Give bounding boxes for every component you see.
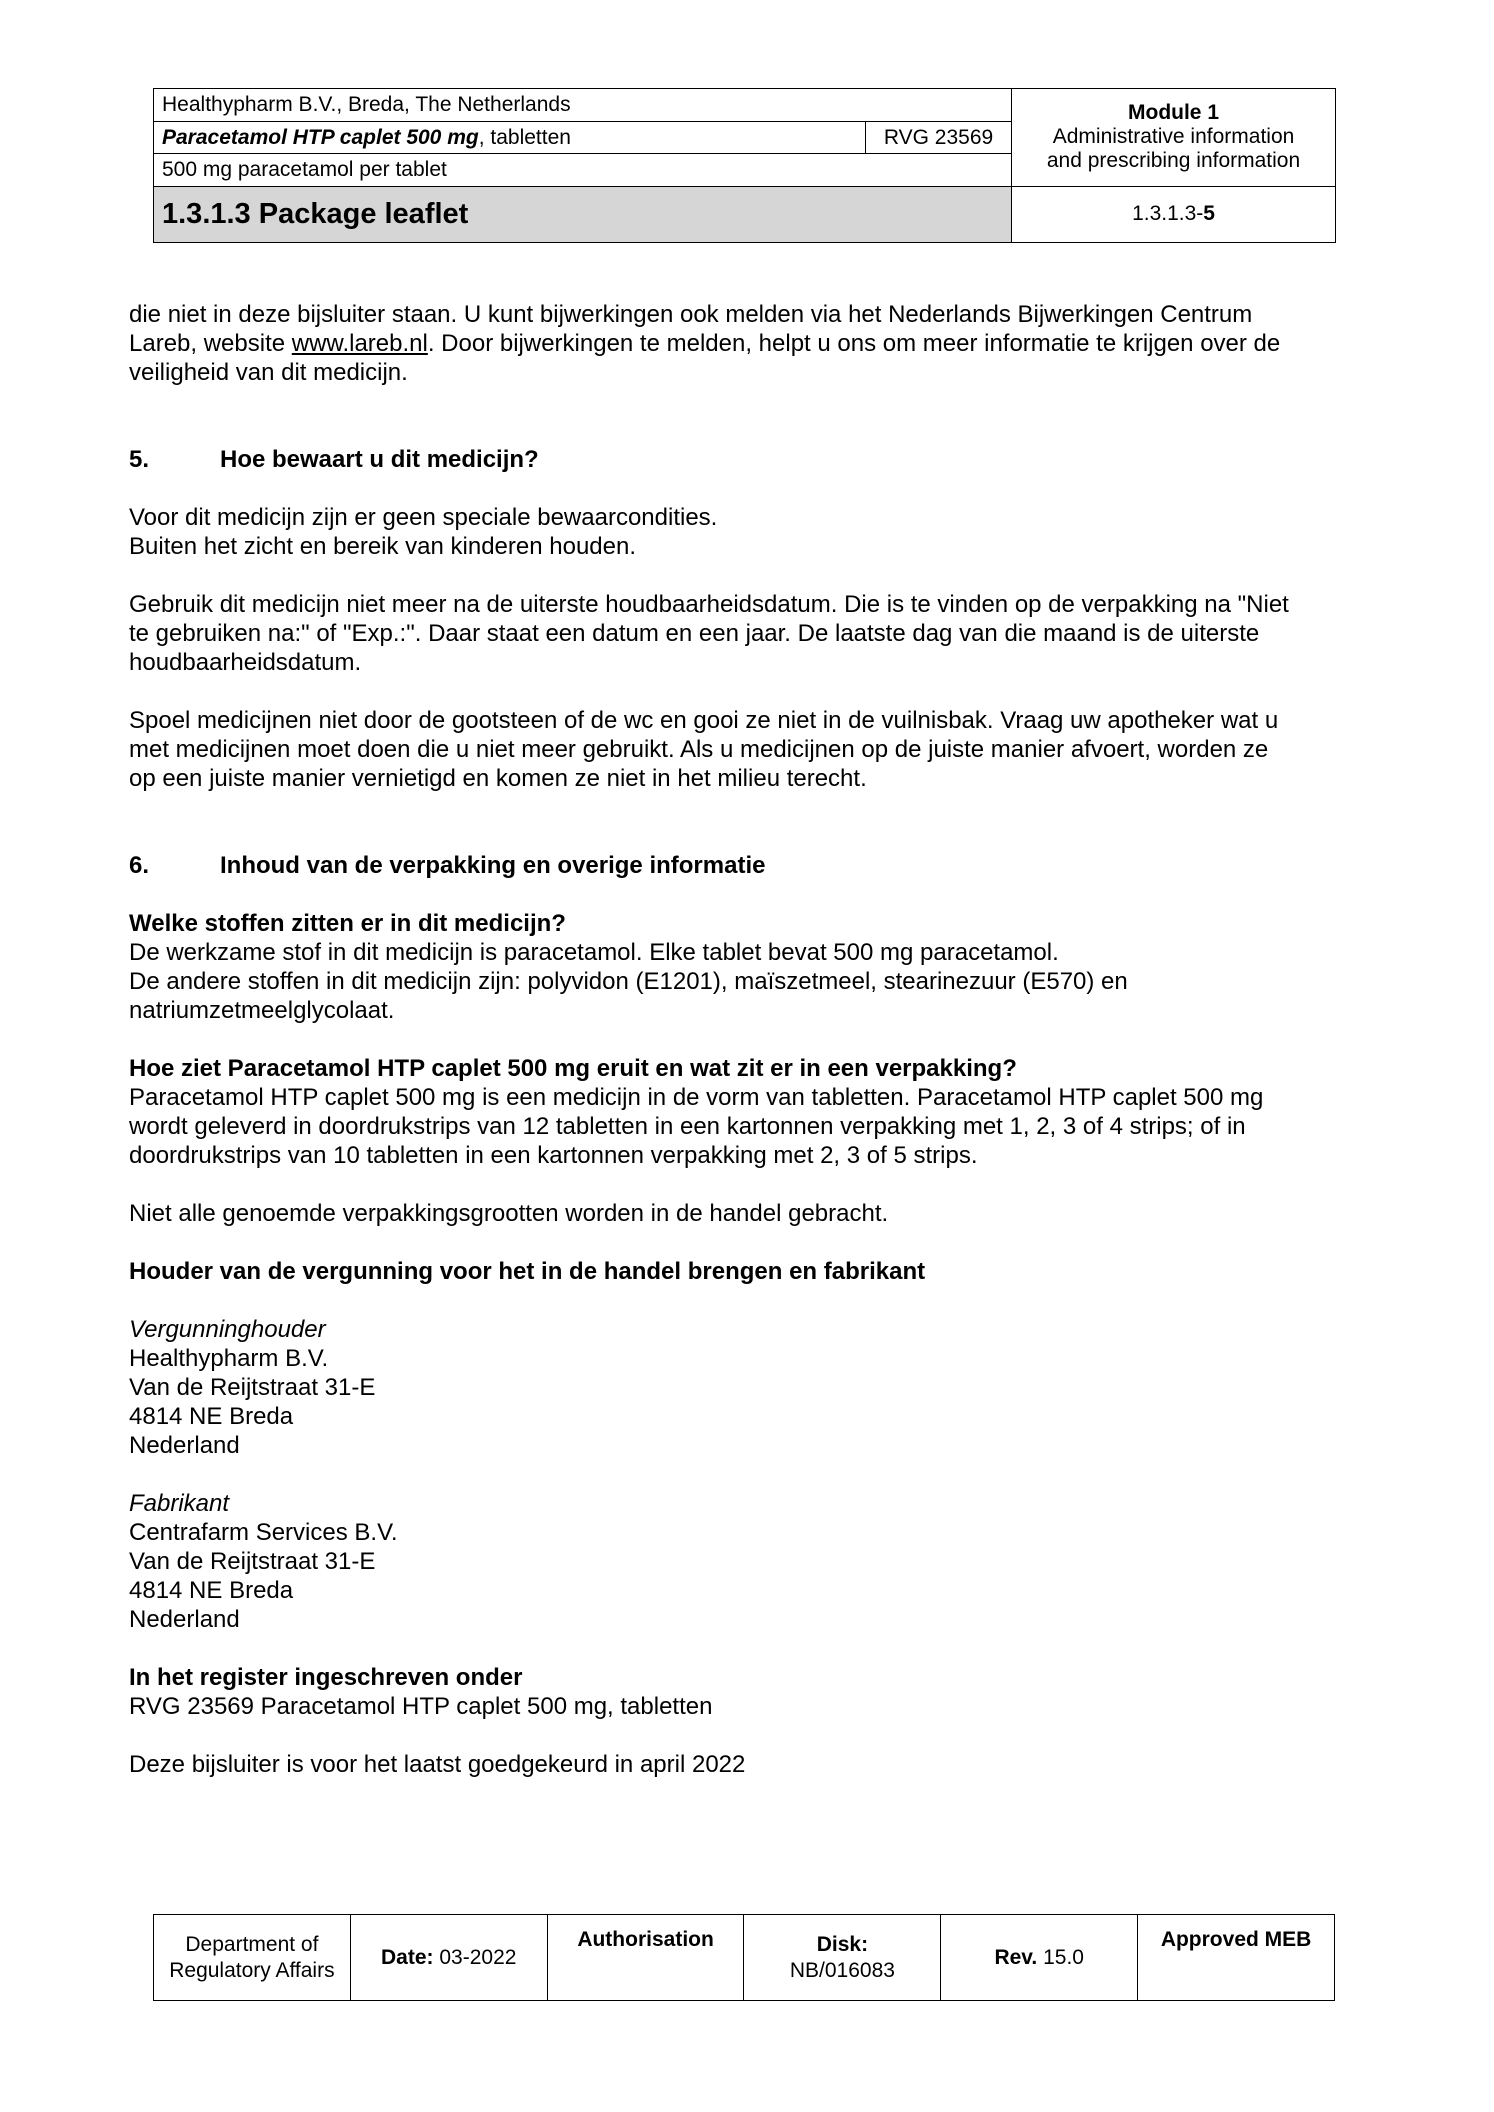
module-line-2: and prescribing information xyxy=(1046,149,1301,173)
approval-date-line: Deze bijsluiter is voor het laatst goedgekeurd in april 2022 xyxy=(129,1751,746,1778)
holder-line-1: Healthypharm B.V. xyxy=(129,1345,329,1372)
authorisation-label: Authorisation xyxy=(577,1928,714,1951)
expiry-line-3: houdbaarheidsdatum. xyxy=(129,649,362,676)
manufacturer-line-2: Van de Reijtstraat 31-E xyxy=(129,1548,376,1575)
department-line-2: Regulatory Affairs xyxy=(169,1958,335,1982)
date-cell xyxy=(350,1915,547,2001)
page-prefix: 1.3.1.3- xyxy=(1132,202,1204,226)
expiry-line-2: te gebruiken na:" of "Exp.:". Daar staat een datum en een jaar. De laatste dag van die maand is de uiterste xyxy=(129,620,1260,647)
revision-value: 15.0 xyxy=(1043,1945,1084,1969)
authorisation-cell xyxy=(547,1915,744,2001)
department-line-1: Department of xyxy=(185,1932,319,1956)
ingredients-line-2: De andere stoffen in dit medicijn zijn: polyvidon (E1201), maïszetmeel, stearinezuur (E570) en xyxy=(129,968,1128,995)
department-cell xyxy=(154,1915,351,2001)
appearance-line-1: Paracetamol HTP caplet 500 mg is een medicijn in de vorm van tabletten. Paracetamol HTP caplet 500 mg xyxy=(129,1084,1264,1111)
register-text: RVG 23569 Paracetamol HTP caplet 500 mg, tabletten xyxy=(129,1693,713,1720)
section-5-title: Hoe bewaart u dit medicijn? xyxy=(220,446,539,473)
product-cell xyxy=(154,122,866,154)
ingredients-line-3: natriumzetmeelglycolaat. xyxy=(129,997,395,1024)
ingredients-line-1: De werkzame stof in dit medicijn is paracetamol. Elke tablet bevat 500 mg paracetamol. xyxy=(129,939,1059,966)
approved-label: Approved MEB xyxy=(1160,1928,1312,1951)
intro-text-pre: Lareb, website xyxy=(129,330,292,357)
intro-text-post: . Door bijwerkingen te melden, helpt u ons om meer informatie te krijgen over de xyxy=(427,330,1281,357)
document-header xyxy=(153,88,1336,243)
product-name: Paracetamol HTP caplet 500 mg xyxy=(162,125,479,149)
holder-line-2: Van de Reijtstraat 31-E xyxy=(129,1374,376,1401)
date-value: 03-2022 xyxy=(439,1945,517,1969)
disposal-line-2: met medicijnen moet doen die u niet meer gebruikt. Als u medicijnen op de juiste manier afvoert, worden ze xyxy=(129,736,1269,763)
pack-sizes-note: Niet alle genoemde verpakkingsgrootten worden in de handel gebracht. xyxy=(129,1200,889,1227)
ingredients-question: Welke stoffen zitten er in dit medicijn? xyxy=(129,910,566,937)
appearance-line-2: wordt geleverd in doordrukstrips van 12 tabletten in een kartonnen verpakking met 1, 2, 3 of 4 strips; of in xyxy=(129,1113,1246,1140)
module-cell xyxy=(1012,89,1336,187)
composition: 500 mg paracetamol per tablet xyxy=(154,154,1012,186)
page-number: 5 xyxy=(1203,202,1215,226)
intro-line-3: veiligheid van dit medicijn. xyxy=(129,359,408,386)
company-name: Healthypharm B.V., Breda, The Netherlands xyxy=(154,89,1012,122)
lareb-link[interactable]: www.lareb.nl xyxy=(291,330,428,357)
date-label: Date: xyxy=(381,1945,434,1969)
disk-value: NB/016083 xyxy=(789,1958,895,1982)
revision-label: Rev. xyxy=(994,1945,1038,1969)
manufacturer-label: Fabrikant xyxy=(129,1490,230,1517)
manufacturer-line-1: Centrafarm Services B.V. xyxy=(129,1519,398,1546)
manufacturer-line-4: Nederland xyxy=(129,1606,240,1633)
storage-line-2: Buiten het zicht en bereik van kinderen houden. xyxy=(129,533,637,560)
holder-heading: Houder van de vergunning voor het in de handel brengen en fabrikant xyxy=(129,1258,926,1285)
product-form: , tabletten xyxy=(478,125,571,149)
rvg-number: RVG 23569 xyxy=(866,122,1012,154)
revision-cell xyxy=(941,1915,1138,2001)
document-footer xyxy=(153,1914,1335,2001)
intro-line-2 xyxy=(129,329,1369,358)
approved-cell xyxy=(1138,1915,1335,2001)
section-6-number: 6. xyxy=(129,852,150,879)
disk-label: Disk: xyxy=(816,1932,869,1956)
holder-line-3: 4814 NE Breda xyxy=(129,1403,294,1430)
page-number-cell xyxy=(1012,186,1336,242)
section-6-title: Inhoud van de verpakking en overige informatie xyxy=(220,852,766,879)
section-6-heading xyxy=(129,851,1369,880)
appearance-line-3: doordrukstrips van 10 tabletten in een kartonnen verpakking met 2, 3 of 5 strips. xyxy=(129,1142,978,1169)
section-title: 1.3.1.3 Package leaflet xyxy=(154,186,1012,242)
section-5-heading xyxy=(129,445,1369,474)
holder-line-4: Nederland xyxy=(129,1432,240,1459)
manufacturer-line-3: 4814 NE Breda xyxy=(129,1577,294,1604)
disk-cell xyxy=(744,1915,941,2001)
leaflet-body xyxy=(129,300,1369,1779)
section-5-number: 5. xyxy=(129,446,150,473)
register-heading: In het register ingeschreven onder xyxy=(129,1664,523,1691)
disposal-line-3: op een juiste manier vernietigd en komen ze niet in het milieu terecht. xyxy=(129,765,867,792)
expiry-line-1: Gebruik dit medicijn niet meer na de uiterste houdbaarheidsdatum. Die is te vinden op de verpakking na "Niet xyxy=(129,591,1289,618)
module-line-1: Administrative information xyxy=(1052,125,1295,149)
appearance-question: Hoe ziet Paracetamol HTP caplet 500 mg eruit en wat zit er in een verpakking? xyxy=(129,1055,1017,1082)
holder-label: Vergunninghouder xyxy=(129,1316,326,1343)
module-title: Module 1 xyxy=(1128,101,1220,125)
storage-line-1: Voor dit medicijn zijn er geen speciale bewaarcondities. xyxy=(129,504,718,531)
intro-line-1: die niet in deze bijsluiter staan. U kunt bijwerkingen ook melden via het Nederlands Bijwerkingen Centrum xyxy=(129,301,1253,328)
disposal-line-1: Spoel medicijnen niet door de gootsteen of de wc en gooi ze niet in de vuilnisbak. Vraag uw apotheker wat u xyxy=(129,707,1279,734)
